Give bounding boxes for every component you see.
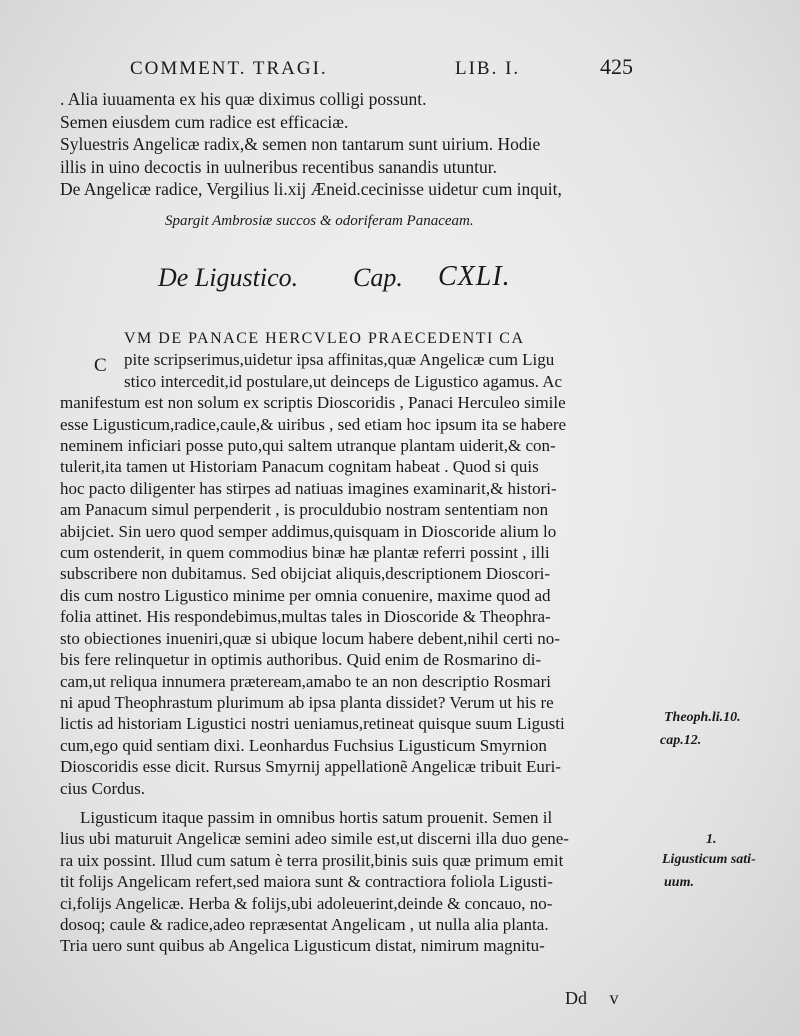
chapter-title: De Ligustico.	[158, 263, 299, 292]
text-line: Semen eiusdem cum radice est efficaciæ.	[60, 111, 349, 132]
text-line: bis fere relinquetur in optimis authoribus. Quid enim de Rosmarino di-	[60, 650, 542, 670]
text-line: VM DE PANACE HERCVLEO PRAECEDENTI CA	[124, 330, 525, 347]
text-line: stico intercedit,id postulare,ut deinceps de Ligustico agamus. Ac	[124, 371, 563, 391]
margin-note-number: 1.	[706, 832, 717, 847]
text-line: ni apud Theophrastum plurimum ab ipsa planta dissidet? Verum ut his re	[60, 692, 554, 712]
text-line: subscribere non dubitamus. Sed obijciat aliquis,descriptionem Dioscori-	[60, 564, 551, 584]
text-line: abijciet. Sin uero quod semper addimus,quisquam in Dioscoride alium lo	[60, 521, 557, 541]
intro-text	[60, 88, 640, 201]
text-line: lius ubi maturuit Angelicæ semini adeo simile est,ut discerni illa duo gene-	[60, 829, 569, 849]
text-line: Syluestris Angelicæ radix,& semen non tantarum sunt uirium. Hodie	[60, 134, 541, 154]
text-line: pite scripserimus,uidetur ipsa affinitas,quæ Angelicæ cum Ligu	[124, 350, 555, 370]
text-line: . Alia iuuamenta ex his quæ diximus colligi possunt.	[60, 89, 427, 109]
text-line: manifestum est non solum ex scriptis Dioscoridis , Panaci Herculeo simile	[60, 393, 566, 413]
text-line: Ligusticum itaque passim in omnibus hortis satum prouenit. Semen il	[80, 807, 553, 827]
text-line: esse Ligusticum,radice,caule,& uiribus , sed etiam hoc ipsum ita se habere	[60, 414, 567, 434]
text-line: folia attinet. His respondebimus,multas tales in Dioscoride & Theophra-	[60, 607, 551, 627]
text-line: De Angelicæ radice, Vergilius li.xij Æneid.cecinisse uidetur cum inquit,	[60, 179, 562, 199]
margin-note-ligusticum: Ligusticum sati-	[662, 852, 756, 867]
text-line: tulerit,ita tamen ut Historiam Panacum cognitam habeat . Quod si quis	[60, 457, 539, 477]
signature-mark: Dd	[565, 988, 587, 1008]
initial-letter: C	[94, 355, 107, 376]
chapter-cap-label: Cap.	[353, 263, 403, 292]
text-line: ci,folijs Angelicæ. Herba & folijs,ubi adoleuerint,deinde & concauo, no-	[60, 893, 553, 913]
text-line: dis cum nostro Ligustico minime per omnia conuenire, maxime quod ad	[60, 585, 551, 605]
text-line: ra uix possint. Illud cum satum è terra prosilit,binis suis quæ primum emit	[60, 850, 564, 870]
margin-note-theoph: Theoph.li.10.	[664, 710, 741, 725]
text-line: hoc pacto diligenter has stirpes ad natiuas imagines examinarit,& histori-	[60, 478, 557, 498]
text-line: illis in uino decoctis in uulneribus recentibus sanandis utuntur.	[60, 156, 497, 177]
text-line: Dioscoridis esse dicit. Rursus Smyrnij appellationẽ Angelicæ tribuit Euri-	[60, 757, 561, 777]
text-line: cam,ut reliqua innumera præteream,amabo te an non descriptio Rosmari	[60, 671, 551, 691]
text-line: cum ostenderit, in quem commodius binæ hæ plantæ referri possint , illi	[60, 543, 550, 563]
text-line: lictis ad historiam Ligustici nostri ueniamus,retineat quisque suum Ligusti	[60, 714, 565, 734]
text-line: Tria uero sunt quibus ab Angelica Ligusticum distat, nimirum magnitu-	[60, 936, 545, 956]
text-line: cum,ego quid sentiam dixi. Leonhardus Fuchsius Ligusticum Smyrnion	[60, 735, 547, 755]
margin-note-uum: uum.	[664, 875, 694, 890]
header-title: COMMENT. TRAGI.	[130, 58, 328, 79]
text-line: am Panacum simul perpenderit , is proculdubio nostram sententiam non	[60, 500, 549, 520]
chapter-body	[60, 328, 660, 957]
page-number: 425	[600, 54, 633, 79]
margin-note-cap: cap.12.	[660, 733, 702, 748]
text-line: cius Cordus.	[60, 778, 145, 798]
header-book: LIB. I.	[455, 58, 521, 79]
chapter-number: CXLI.	[438, 261, 511, 292]
page-footer	[565, 988, 619, 1009]
verse-quote: Spargit Ambrosiæ succos & odoriferam Panaceam.	[165, 213, 474, 229]
text-line: tit folijs Angelicam refert,sed maiora sunt & contractiora foliola Ligusti-	[60, 872, 553, 892]
text-line: neminem inficiari posse puto,qui saltem utranque plantam uiderit,& con-	[60, 436, 556, 456]
catchword: v	[609, 988, 619, 1008]
text-line: dosoq; caule & radice,adeo repræsentat Angelicam , ut nulla alia planta.	[60, 914, 549, 934]
text-line: sto obiectiones inueniri,quæ si ubique locum habere debent,nihil certi no-	[60, 628, 560, 648]
